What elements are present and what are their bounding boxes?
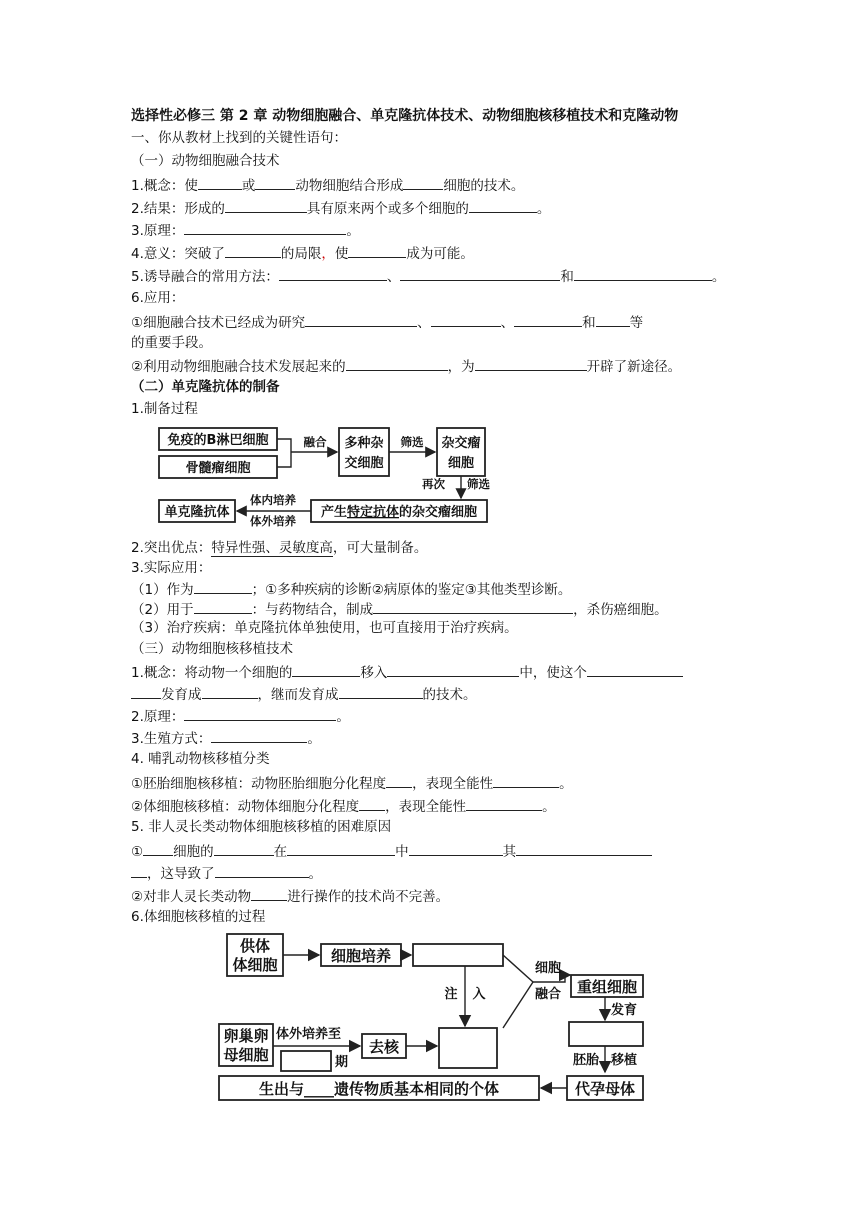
stage-blank-box[interactable]	[281, 1051, 331, 1071]
nt-embryo: ①胚胎细胞核移植：动物胚胎细胞分化程度 ，表现全能性 。	[131, 773, 573, 793]
mab-label: 单克隆抗体	[164, 505, 230, 520]
cultured-cells-blank-box[interactable]	[413, 944, 503, 966]
fill-blank[interactable]	[198, 175, 242, 190]
fill-blank[interactable]	[359, 796, 385, 811]
fusion-app-label: 6.应用：	[131, 290, 185, 306]
fill-blank[interactable]	[251, 886, 287, 901]
fusion-result: 2.结果：形成的 具有原来两个或多个细胞的 。	[131, 198, 550, 218]
hybridoma-label-1: 杂交瘤	[441, 436, 481, 451]
fusion-arrow-label: 融合	[303, 435, 327, 449]
fill-blank[interactable]	[287, 841, 395, 856]
nt-repro: 3.生殖方式： 。	[131, 728, 321, 748]
fill-blank[interactable]	[469, 198, 537, 213]
fill-blank[interactable]	[225, 243, 281, 258]
fill-blank[interactable]	[131, 684, 161, 699]
nt-difficulty: 5. 非人灵长类动物体细胞核移植的困难原因	[131, 819, 392, 835]
enucleated-oocyte-blank-box[interactable]	[439, 1028, 497, 1068]
fill-blank[interactable]	[202, 684, 258, 699]
screen2-label: 筛选	[467, 477, 490, 491]
oocyte-label-1: 卵巢卵	[223, 1027, 269, 1045]
developed-stage-blank-box[interactable]	[569, 1022, 643, 1046]
again-label: 再次	[422, 477, 445, 491]
fusion-app-2: ②利用动物细胞融合技术发展起来的 ，为 开辟了新途径。	[131, 356, 681, 376]
hybridoma-label-2: 细胞	[447, 456, 475, 471]
nt-somatic: ②体细胞核移植：动物体细胞分化程度 ，表现全能性 。	[131, 796, 556, 816]
fill-blank[interactable]	[194, 599, 252, 614]
fill-blank[interactable]	[409, 841, 503, 856]
fill-blank[interactable]	[292, 662, 360, 677]
fill-blank[interactable]	[403, 175, 443, 190]
nt-diff-1: ① 细胞的 在 中 其	[131, 841, 652, 861]
fill-blank[interactable]	[431, 312, 501, 327]
fusion-label-2: 融合	[534, 987, 562, 1002]
culture-label: 细胞培养	[330, 947, 392, 965]
fill-blank[interactable]	[348, 243, 406, 258]
fusion-significance: 4.意义：突破了 的局限，使 成为可能。	[131, 243, 474, 263]
intro-line: 一、你从教材上找到的关键性语句：	[131, 130, 347, 146]
fusion-app-1-cont: 的重要手段。	[131, 335, 212, 351]
nt-concept-1: 1.概念：将动物一个细胞的 移入 中，使这个	[131, 662, 683, 682]
fill-blank[interactable]	[373, 599, 573, 614]
develop-label: 发育	[611, 1003, 638, 1018]
fill-blank[interactable]	[387, 662, 519, 677]
section-heading-nt: （三）动物细胞核移植技术	[131, 641, 293, 657]
donor-label-1: 供体	[239, 937, 271, 955]
mab-process-label: 1.制备过程	[131, 401, 198, 417]
in-vitro-label: 体外培养至	[276, 1027, 342, 1042]
surrogate-label: 代孕母体	[574, 1080, 636, 1098]
fusion-lines	[503, 955, 533, 1028]
mab-use-1: （1）作为 ；①多种疾病的诊断②病原体的鉴定③其他类型诊断。	[131, 579, 571, 599]
mab-advantage: 2.突出优点：特异性强、灵敏度高，可大量制备。	[131, 540, 428, 556]
enucleate-label: 去核	[368, 1038, 400, 1056]
fusion-label-1: 细胞	[534, 961, 562, 976]
offspring-label: 生出与____遗传物质基本相同的个体	[258, 1080, 500, 1098]
fill-blank[interactable]	[214, 841, 274, 856]
section-heading-mab: （二）单克隆抗体的制备	[131, 379, 280, 395]
hybrid-label-2: 交细胞	[344, 456, 384, 471]
inject-label-1: 注	[444, 987, 458, 1002]
page-title: 选择性必修三 第 2 章 动物细胞融合、单克隆抗体技术、动物细胞核移植技术和克隆动物	[131, 108, 679, 124]
fill-blank[interactable]	[143, 841, 173, 856]
screen-label: 筛选	[400, 435, 424, 449]
fill-blank[interactable]	[400, 266, 560, 281]
mab-use-3: （3）治疗疾病：单克隆抗体单独使用，也可直接用于治疗疾病。	[131, 620, 518, 636]
fill-blank[interactable]	[305, 312, 417, 327]
fill-blank[interactable]	[184, 220, 346, 235]
fusion-concept: 1.概念：使 或 动物细胞结合形成 细胞的技术。	[131, 175, 524, 195]
mab-applications-label: 3.实际应用：	[131, 560, 212, 576]
fill-blank[interactable]	[587, 662, 683, 677]
fill-blank[interactable]	[475, 356, 587, 371]
fill-blank[interactable]	[184, 706, 336, 721]
transfer-label: 移植	[611, 1053, 638, 1068]
nt-process-label: 6.体细胞核移植的过程	[131, 909, 266, 925]
fill-blank[interactable]	[215, 863, 309, 878]
recombinant-cell-label: 重组细胞	[576, 978, 638, 996]
hybrid-label-1: 多种杂	[344, 436, 384, 451]
fill-blank[interactable]	[596, 312, 630, 327]
fill-blank[interactable]	[386, 773, 412, 788]
fusion-principle: 3.原理： 。	[131, 220, 360, 240]
embryo-label: 胚胎	[572, 1053, 599, 1068]
in-vivo-label: 体内培养	[250, 493, 296, 507]
fill-blank[interactable]	[339, 684, 423, 699]
nt-diff-2: ②对非人灵长类动物 进行操作的技术尚不完善。	[131, 886, 449, 906]
nt-concept-2: 发育成 ，继而发育成 的技术。	[131, 684, 477, 704]
donor-label-2: 体细胞	[232, 956, 278, 974]
fill-blank[interactable]	[514, 312, 582, 327]
fill-blank[interactable]	[131, 863, 147, 878]
mab-process-diagram	[155, 424, 500, 528]
fill-blank[interactable]	[346, 356, 448, 371]
fill-blank[interactable]	[493, 773, 559, 788]
fill-blank[interactable]	[466, 796, 542, 811]
fill-blank[interactable]	[225, 198, 307, 213]
b-cell-label: 免疫的B淋巴细胞	[167, 433, 269, 448]
fusion-arrow	[533, 975, 570, 982]
nt-diff-1-cont: ，这导致了 。	[131, 863, 322, 883]
fill-blank[interactable]	[516, 841, 652, 856]
in-vitro-label: 体外培养	[250, 514, 296, 528]
specific-hybridoma-label: 产生特定抗体的杂交瘤细胞	[320, 505, 478, 520]
nt-types: 4. 哺乳动物核移植分类	[131, 751, 270, 767]
mab-use-2: （2）用于 ：与药物结合，制成 ，杀伤癌细胞。	[131, 599, 668, 619]
oocyte-label-2: 母细胞	[223, 1046, 269, 1064]
fill-blank[interactable]	[211, 728, 307, 743]
inject-label-2: 入	[472, 987, 486, 1002]
fill-blank[interactable]	[255, 175, 295, 190]
period-label: 期	[335, 1055, 349, 1070]
fill-blank[interactable]	[574, 266, 712, 281]
section-heading-fusion: （一）动物细胞融合技术	[131, 153, 280, 169]
nt-principle: 2.原理： 。	[131, 706, 350, 726]
fusion-app-1: ①细胞融合技术已经成为研究 、 、 和 等	[131, 312, 643, 332]
fusion-methods: 5.诱导融合的常用方法： 、 和 。	[131, 266, 725, 286]
myeloma-label: 骨髓瘤细胞	[185, 461, 251, 476]
nt-process-diagram	[215, 930, 655, 1104]
fill-blank[interactable]	[279, 266, 387, 281]
fill-blank[interactable]	[194, 579, 252, 594]
